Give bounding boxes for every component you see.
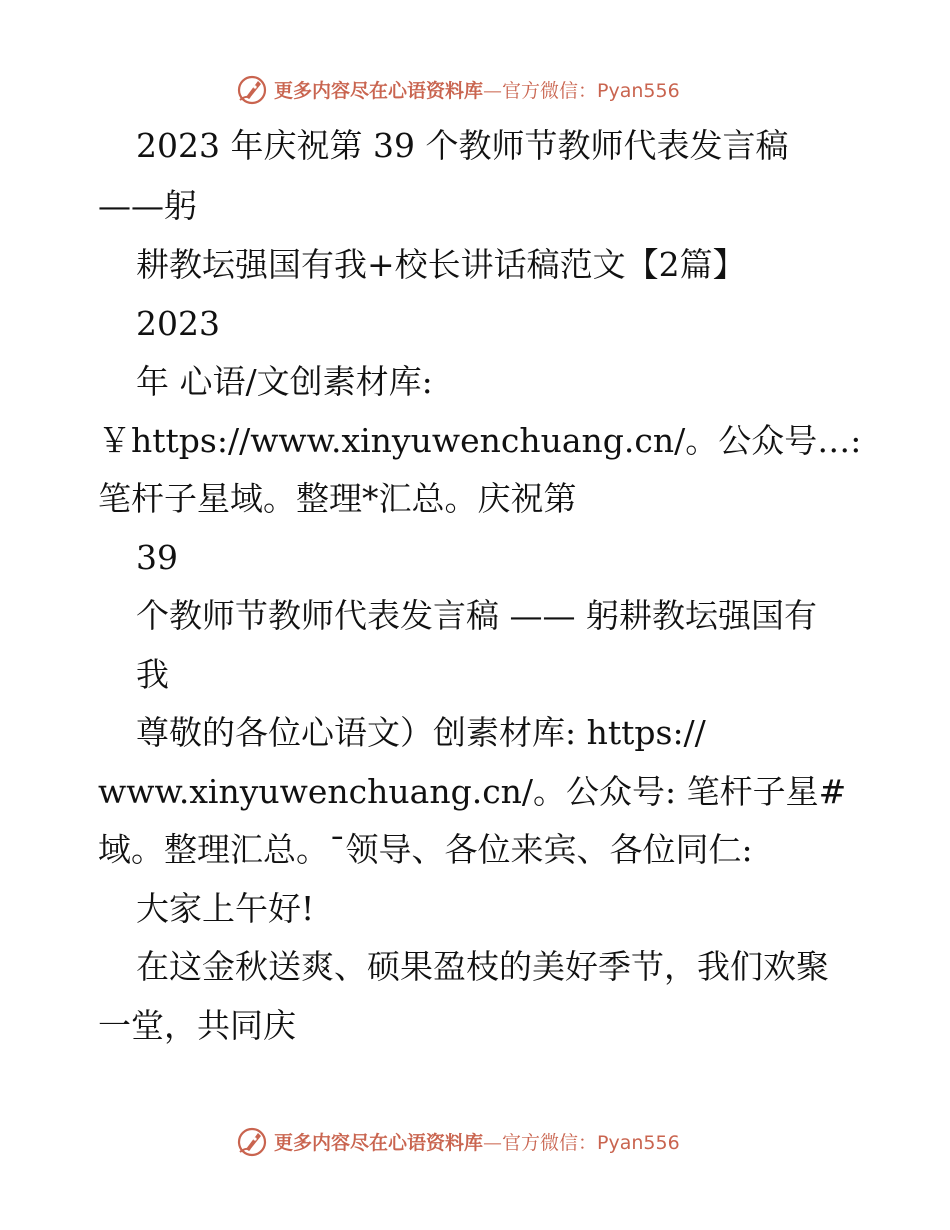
text-line: 2023 年庆祝第 39 个教师节教师代表发言稿: [136, 126, 789, 165]
text-line: ——躬: [98, 186, 197, 225]
text-line: ￥https://www.xinyuwenchuang.cn/。公众号…:: [98, 421, 862, 460]
text-line: 在这金秋送爽、硕果盈枝的美好季节，我们欢聚: [136, 947, 829, 986]
banner-wechat-label: 官方微信：: [502, 1131, 598, 1154]
footer-banner: [236, 1124, 680, 1158]
text-line: 2023: [136, 304, 220, 343]
banner-separator: —: [483, 79, 503, 102]
banner-text: [274, 1128, 680, 1155]
text-line: 域。整理汇总。¯领导、各位来宾、各位同仁:: [98, 830, 753, 869]
banner-separator: —: [483, 1131, 503, 1154]
text-line: 我: [136, 655, 169, 694]
banner-wechat-id: Pyan556: [597, 79, 680, 102]
text-line: 尊敬的各位心语文）创素材库: https://: [136, 713, 706, 752]
text-line: 39: [136, 538, 178, 577]
pen-nib-logo-icon: [236, 1125, 268, 1157]
banner-slogan: 更多内容尽在心语资料库: [274, 1131, 484, 1154]
pen-nib-logo-icon: [236, 73, 268, 105]
text-line: 一堂，共同庆: [98, 1006, 296, 1045]
banner-wechat-id: Pyan556: [597, 1131, 680, 1154]
text-line: 年 心语/文创素材库:: [136, 362, 433, 401]
text-line: 大家上午好!: [136, 889, 315, 928]
text-line: 个教师节教师代表发言稿 —— 躬耕教坛强国有: [136, 596, 817, 635]
header-banner: [236, 72, 680, 106]
banner-wechat-label: 官方微信：: [502, 79, 598, 102]
banner-slogan: 更多内容尽在心语资料库: [274, 79, 484, 102]
banner-text: [274, 76, 680, 103]
text-line: www.xinyuwenchuang.cn/。公众号: 笔杆子星#: [98, 772, 847, 811]
text-line: 耕教坛强国有我+校长讲话稿范文【2篇】: [136, 245, 746, 284]
text-line: 笔杆子星域。整理*汇总。庆祝第: [98, 479, 577, 518]
